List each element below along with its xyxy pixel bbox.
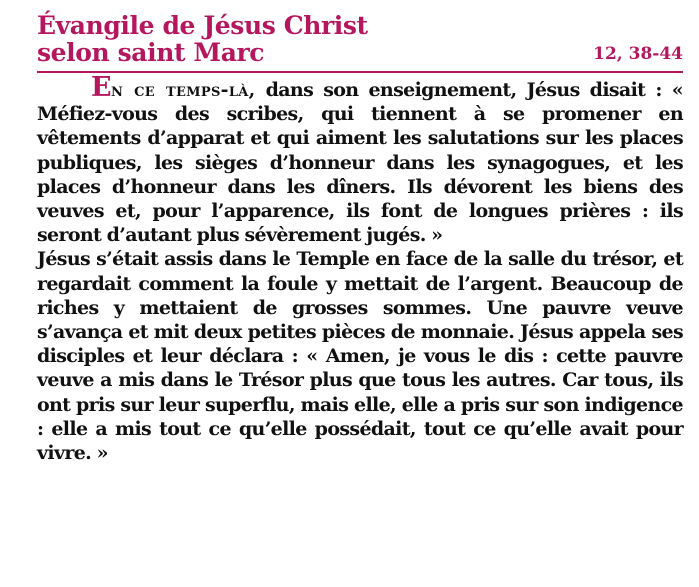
gospel-text <box>37 72 683 465</box>
paragraph-1-text: dans son enseignement, Jésus disait : « Méfiez-vous des scribes, qui tiennent à se promener en vêtements d’apparat et qui aiment les salutations sur les places publiques, les sièges d’honneur dans les synagogues, et les places d’honneur dans les dîners. Ils dévorent les biens des veuves et, pour l’apparence, ils font de longues prières : ils seront d’autant plus sévèrement jugés. » <box>37 79 683 247</box>
header-divider <box>37 71 683 73</box>
gospel-title-line-1: Évangile de Jésus Christ <box>37 11 368 40</box>
opening-small-caps: n ce temps-là, <box>110 79 256 101</box>
gospel-paragraph-1 <box>37 72 683 247</box>
gospel-paragraph-2: Jésus s’était assis dans le Temple en face de la salle du trésor, et regardait comment la foule y mettait de l’argent. Beaucoup de riches y mettaient de grosses sommes. Une pauvre veuve s’avança et mit deux petites pièces de monnaie. Jésus appela ses disciples et leur déclara : « Amen, je vous le dis : cette pauvre veuve a mis dans le Trésor plus que tous les autres. Car tous, ils ont pris sur leur superflu, mais elle, elle a pris sur son indigence : elle a mis tout ce qu’elle possédait, tout ce qu’elle avait pour vivre. » <box>37 248 683 465</box>
gospel-title-line-2: selon saint Marc <box>37 38 265 67</box>
drop-cap: E <box>91 72 111 103</box>
gospel-header <box>37 12 683 66</box>
scripture-reference: 12, 38-44 <box>593 44 683 64</box>
